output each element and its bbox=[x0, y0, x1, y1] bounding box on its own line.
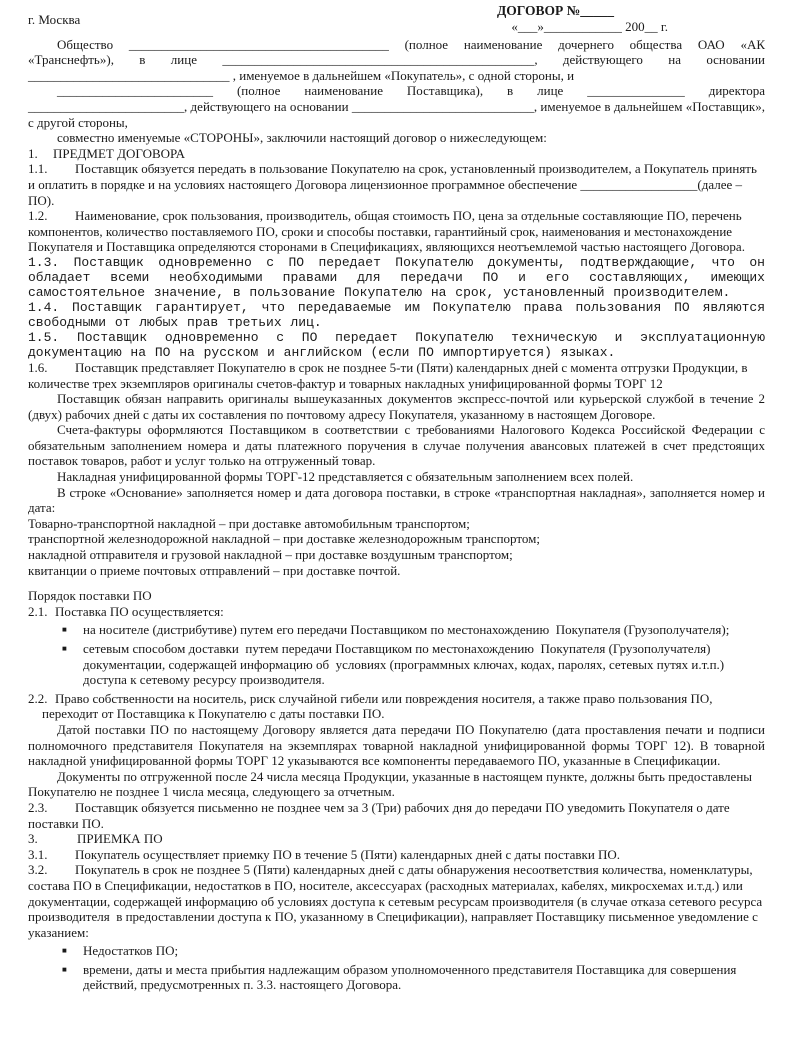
paragraph-text: Счета-фактуры оформляются Поставщиком в соответствии с требованиями Налогового Кодекса Российской Федерации с обязательным заполнением номера и даты платежного поручения в случае получения авансовых платежей в счет предстоящих поставок товаров, работ и услуг только на отгруженный товар. bbox=[28, 422, 765, 469]
numbered-clause bbox=[28, 208, 765, 255]
clause-number: 3.1. bbox=[28, 846, 48, 862]
paragraph-text: Право собственности на носитель, риск случайной гибели или повреждения носителя, а также право пользования ПО, переходит от Поставщика к Покупателю с даты поставки ПО. bbox=[42, 690, 713, 722]
paragraph-text: квитанции о приеме почтовых отправлений – при доставке почтой. bbox=[28, 562, 401, 578]
numbered-clause bbox=[28, 360, 765, 391]
paragraph-text: ________________________ (полное наименование Поставщика), в лице _______________ директора ________________________, действующего на основании ____________________________, именуемое в дальнейшем «Поставщик», с другой стороны, bbox=[28, 83, 765, 130]
paragraph bbox=[28, 37, 765, 84]
city-date-row bbox=[28, 11, 765, 37]
paragraph bbox=[28, 469, 765, 485]
paragraph-text: 1.5. Поставщик одновременно с ПО передает Покупателю техническую и эксплуатационную документацию на ПО на русском и английском (если ПО импортируется) языках. bbox=[28, 329, 765, 360]
clause-number: 1.6. bbox=[28, 359, 48, 375]
contract-title: ДОГОВОР №_____ bbox=[497, 3, 614, 18]
paragraph bbox=[28, 391, 765, 422]
square-bullet-icon: ■ bbox=[62, 644, 67, 653]
paragraph-text: Поставщик обязан направить оригиналы вышеуказанных документов экспресс-почтой или курьерской службой в течение 2 (двух) рабочих дней с даты их составления по почтовому адресу Покупателя, указанному в настоящем Договоре. bbox=[28, 391, 765, 422]
paragraph bbox=[28, 563, 765, 579]
section-heading bbox=[28, 146, 765, 162]
bullet-item bbox=[28, 641, 765, 688]
paragraph-text: ПРИЕМКА ПО bbox=[77, 831, 163, 847]
paragraph-text: Поставщик обязуется передать в пользование Покупателю на срок, установленный производителем, а Покупатель принять и оплатить в порядке и на условиях настоящего Договора лицензионное программное обеспечение __________________(далее – ПО). bbox=[28, 161, 757, 208]
paragraph bbox=[28, 485, 765, 516]
paragraph-text: 1.3. Поставщик одновременно с ПО передает Покупателю документы, подтверждающие, что он обладает всеми необходимыми правами для передачи ПО и его составляющих, имеющих самостоятельное значение, в пользование Покупателю на срок, установленный производителем. bbox=[28, 254, 765, 300]
paragraph-text: сетевым способом доставки путем передачи Поставщиком по местонахождению Покупателя (Грузополучателя) документации, содержащей информацию об условиях (программных ключах, кодах, паролях, сетевых путях и.т.п.) доступа к сетевому ресурсу производителя. bbox=[83, 641, 725, 688]
document-body bbox=[28, 37, 765, 993]
numbered-clause bbox=[28, 255, 765, 300]
city-label: г. Москва bbox=[28, 11, 81, 27]
clause-number: 2.1. bbox=[28, 603, 48, 619]
paragraph-text: Общество ________________________________________ (полное наименование дочернего общества ОАО «АК «Транснефть»), в лице ________________________________________________, действующего на основании _______________________________ , именуемое в дальнейшем «Покупатель», с одной стороны, и bbox=[28, 36, 765, 83]
paragraph-text: ПРЕДМЕТ ДОГОВОРА bbox=[53, 145, 185, 161]
paragraph bbox=[28, 130, 765, 146]
clause-number: 2.2. bbox=[28, 690, 48, 706]
paragraph bbox=[28, 547, 765, 563]
paragraph bbox=[28, 769, 765, 800]
numbered-clause bbox=[28, 800, 765, 831]
clause-number: 1.1. bbox=[28, 161, 48, 177]
numbered-clause bbox=[28, 604, 765, 620]
clause-number: 1. bbox=[28, 145, 38, 161]
paragraph bbox=[28, 516, 765, 532]
paragraph-text: времени, даты и места прибытия надлежащим образом уполномоченного представителя Поставщика для совершения действий, предусмотренных п. 3.3. настоящего Договора. bbox=[83, 961, 737, 993]
paragraph bbox=[28, 422, 765, 469]
paragraph-text: Датой поставки ПО по настоящему Договору является дата передачи ПО Покупателю (дата проставления печати и подписи полномочного представителя Покупателя на экземплярах товарной накладной унифицированной формы ТОРГ 12). В товарной накладной унифицированной формы ТОРГ 12 указываются все компоненты передаваемого ПО, указанные в Спецификации. bbox=[28, 721, 765, 769]
square-bullet-icon: ■ bbox=[62, 946, 67, 956]
paragraph bbox=[28, 531, 765, 547]
numbered-clause bbox=[28, 330, 765, 360]
square-bullet-icon: ■ bbox=[62, 964, 67, 974]
paragraph-text: Наименование, срок пользования, производитель, общая стоимость ПО, цена за отдельные составляющие ПО, перечень компонентов, количество поставляемого ПО, сроки и способы поставки, гарантийный срок, наименования и местонахождение Покупателя и Поставщика определяются сторонами в Спецификациях, являющихся неотъемлемой частью настоящего Договора. bbox=[28, 208, 745, 255]
paragraph-text: Накладная унифицированной формы ТОРГ-12 представляется с обязательным заполнением всех полей. bbox=[57, 469, 634, 485]
clause-number: 3.2. bbox=[28, 862, 48, 878]
clause-number: 3. bbox=[28, 831, 38, 847]
paragraph-text: В строке «Основание» заполняется номер и дата договора поставки, в строке «транспортная накладная», заполняется номер и дата: bbox=[28, 484, 765, 516]
paragraph-text: Документы по отгруженной после 24 числа месяца Продукции, указанные в настоящем пункте, должны быть предоставлены Покупателю не позднее 1 числа месяца, следующего за отчетным. bbox=[28, 768, 753, 800]
paragraph-text: Поставщик обязуется письменно не позднее чем за 3 (Три) рабочих дня до передачи ПО уведомить Покупателя о дате поставки ПО. bbox=[28, 799, 730, 831]
square-bullet-icon: ■ bbox=[62, 625, 67, 635]
paragraph-text: Товарно-транспортной накладной – при доставке автомобильным транспортом; bbox=[28, 515, 470, 531]
paragraph bbox=[28, 722, 765, 769]
date-line: «___»____________ 200__ г. bbox=[511, 18, 668, 34]
paragraph-text: Покупатель в срок не позднее 5 (Пяти) календарных дней с даты обнаружения несоответствия количества, номенклатуры, состава ПО в Спецификации, недостатков в ПО, носителе, аксессуарах (расходных материалах, кабелях, микросхемах и.т.д.) или документации, содержащей информацию об условиях доступа к сетевым ресурсам производителя (в случае отказа сетевого ресурса производителя в предоставлении доступа к ПО, указанному в Спецификации), направляет Поставщику письменное уведомление с указанием: bbox=[28, 862, 763, 940]
bullet-item bbox=[28, 962, 765, 993]
clause-number: 1.2. bbox=[28, 208, 48, 224]
paragraph-text: накладной отправителя и грузовой накладной – при доставке воздушным транспортом; bbox=[28, 547, 513, 563]
paragraph-text: транспортной железнодорожной накладной – при доставке железнодорожным транспортом; bbox=[28, 531, 540, 547]
paragraph bbox=[28, 83, 765, 130]
paragraph-text: Недостатков ПО; bbox=[83, 943, 179, 959]
subsection-heading bbox=[28, 588, 765, 604]
bullet-item bbox=[28, 943, 765, 959]
paragraph-text: на носителе (дистрибутиве) путем его передачи Поставщиком по местонахождению Покупателя (Грузополучателя); bbox=[83, 622, 730, 638]
numbered-clause bbox=[28, 862, 765, 940]
numbered-clause bbox=[28, 691, 765, 722]
clause-number: 2.3. bbox=[28, 799, 48, 815]
numbered-clause bbox=[28, 300, 765, 330]
paragraph-text: Поставка ПО осуществляется: bbox=[55, 603, 224, 619]
bullet-item bbox=[28, 622, 765, 638]
section-heading bbox=[28, 831, 765, 847]
paragraph-text: Порядок поставки ПО bbox=[28, 588, 152, 604]
numbered-clause bbox=[28, 847, 765, 863]
paragraph-text: 1.4. Поставщик гарантирует, что передаваемые им Покупателю права пользования ПО являются свободными от любых прав третьих лиц. bbox=[28, 299, 765, 330]
paragraph-text: совместно именуемые «СТОРОНЫ», заключили настоящий договор о нижеследующем: bbox=[57, 130, 547, 146]
paragraph-text: Поставщик представляет Покупателю в срок не позднее 5-ти (Пяти) календарных дней с момента отгрузки Продукции, в количестве трех экземпляров оригиналы счетов-фактур и товарных накладных унифицированной формы ТОРГ 12 bbox=[28, 359, 748, 391]
paragraph-text: Покупатель осуществляет приемку ПО в течение 5 (Пяти) календарных дней с даты поставки ПО. bbox=[75, 846, 621, 862]
numbered-clause bbox=[28, 161, 765, 208]
